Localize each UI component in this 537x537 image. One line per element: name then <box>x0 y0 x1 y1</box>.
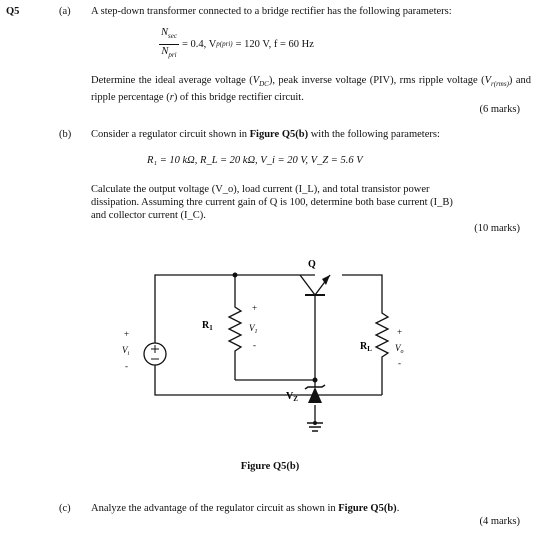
label-vz: $V_Z$ <box>286 391 298 403</box>
resistor-rl <box>376 305 388 365</box>
part-b-task: Calculate the output voltage (V_o), load current (I_L), and total transistor power dissipation. Assuming thre current gain of Q is 100, determine both base current (I_B) and collector current (I_C). <box>91 184 453 221</box>
label-vi-plus: + <box>124 329 130 339</box>
regulator-circuit-diagram <box>110 255 420 470</box>
junction-dots <box>233 273 318 426</box>
part-a-task: Determine the ideal average voltage $(V_{DC})$, peak inverse voltage (PIV), rms ripple voltage $(V_{r(rms)})$ and ripple percentage (r) of this bridge rectifier circuit. <box>91 75 531 104</box>
label-vo-plus: + <box>397 327 403 337</box>
part-b-label: (b) <box>59 129 72 140</box>
label-v1: $V_1$ <box>249 323 258 335</box>
part-b-intro: Consider a regulator circuit shown in Figure Q5(b) with the following parameters: <box>91 129 440 140</box>
label-q: Q <box>308 259 316 270</box>
label-rl: $R_L$ <box>360 341 372 353</box>
part-c-text: Analyze the advantage of the regulator circuit as shown in Figure Q5(b). <box>91 503 400 514</box>
label-vo-minus: - <box>398 358 401 368</box>
ratio-fraction: $\frac{N_{sec}}{N_{pri}}$ <box>161 27 177 59</box>
transistor-collector-lead <box>300 275 315 295</box>
label-vo: $V_o$ <box>395 343 404 355</box>
label-v1-plus: + <box>252 303 258 313</box>
question-number: Q5 <box>6 6 20 17</box>
figure-caption: Figure Q5(b) <box>240 461 300 472</box>
part-b-equation: R₁ = 10 kΩ, R_L = 20 kΩ, V_i = 20 V, V_Z = 5.6 V <box>147 155 363 166</box>
part-c-label: (c) <box>59 503 71 514</box>
part-a-intro: A step-down transformer connected to a bridge rectifier has the following parameters: <box>91 6 452 17</box>
label-r1: $R_1$ <box>202 320 213 332</box>
label-vi: $V_i$ <box>122 345 130 357</box>
part-b-marks: (10 marks) <box>474 223 520 234</box>
resistor-r1 <box>229 300 241 355</box>
wire-bottom <box>155 363 382 395</box>
part-c-marks: (4 marks) <box>479 516 520 527</box>
wire-top-right <box>342 275 382 305</box>
part-a-label: (a) <box>59 6 71 17</box>
part-a-marks: (6 marks) <box>479 104 520 115</box>
part-a-equation: $\frac{N_{sec}}{N_{pri}}$ = 0.4, V p(pri) = 120 V, f = 60 Hz <box>159 28 314 60</box>
label-vi-minus: - <box>125 361 128 371</box>
label-v1-minus: - <box>253 340 256 350</box>
